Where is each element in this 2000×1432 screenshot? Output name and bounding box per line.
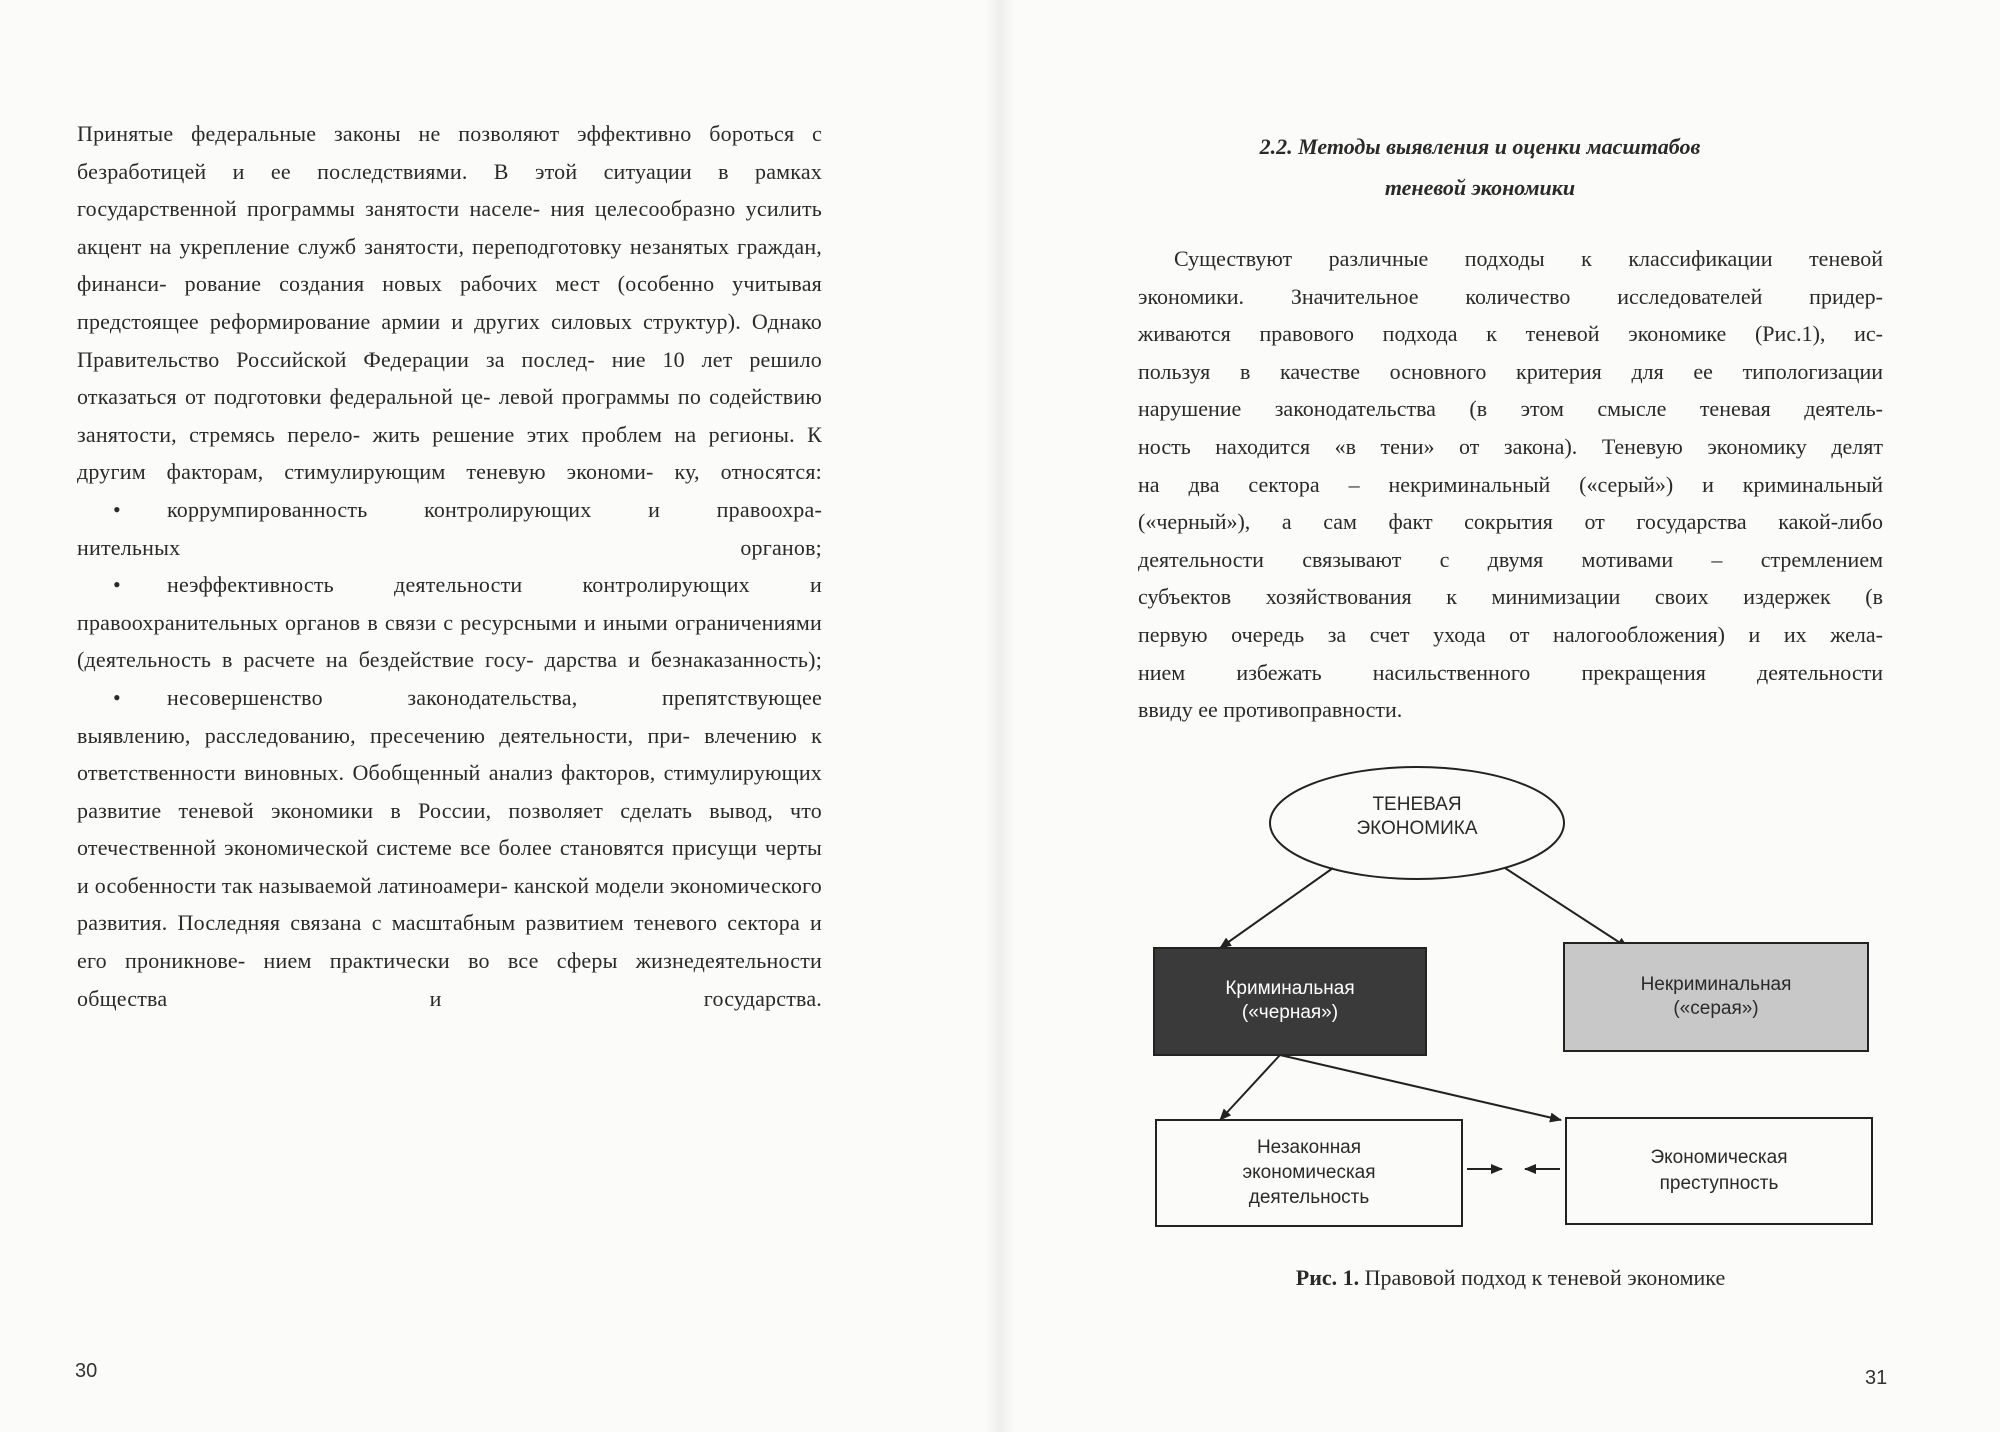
root-label-line: ЭКОНОМИКА [1356, 818, 1478, 839]
list-item [77, 566, 822, 604]
text-line: нарушение законодательства (в этом смысле теневая деятель- [1138, 396, 1883, 422]
text-line: предстоящее реформирование армии и других силовых [77, 308, 633, 334]
text-line: влечению к ответственности виновных. [77, 722, 822, 786]
economic-crime-label [1566, 1145, 1872, 1197]
noncriminal-label-line: Некриминальная [1640, 974, 1792, 995]
criminal-node-label [1154, 977, 1426, 1025]
text-line: несовершенство законодательства, препятствующее [167, 684, 822, 710]
text-line: канской модели экономического развития. Последняя связана [77, 872, 822, 936]
bullet: • [113, 684, 121, 710]
text-line: правоохранительных органов в связи с ресурсными и иными [77, 609, 668, 635]
text-line: ограничениями (деятельность в расчете на бездействие госу- [77, 609, 822, 673]
illegal-label-line: экономическая [1242, 1162, 1376, 1183]
text-line: нием практически во все сферы жизнедеятельности общества [77, 948, 823, 1011]
text-line: левой программы по содействию занятости, стремясь перело- [77, 384, 823, 447]
text-line: («черный»), а сам факт сокрытия от государства какой-либо [1138, 509, 1883, 535]
text-line: пользуя в качестве основного критерия для ее типологизации [1138, 358, 1883, 384]
text-line: присущи черты и особенности так называемой латиноамери- [77, 835, 822, 898]
caption-number: Рис. 1. [1295, 1265, 1360, 1290]
legal-approach-diagram [1140, 765, 1880, 1275]
text-line: нием избежать насильственного прекращения деятельности [1138, 659, 1883, 685]
text-line: на два сектора – некриминальный («серый») и криминальный [1138, 471, 1883, 497]
bullet: • [113, 496, 121, 522]
text-line: с масштабным развитием теневого сектора и его проникнове- [77, 910, 823, 974]
heading-line: 2.2. Методы выявления и оценки масштабов [1259, 134, 1701, 159]
text-line: деятельности связывают с двумя мотивами – стремлением [1138, 546, 1883, 572]
text-line: первую очередь за счет ухода от налогообложения) и их жела- [1138, 621, 1883, 647]
text-line: выявлению, расследованию, пресечению деятельности, при- [77, 722, 691, 748]
right-page-text [1138, 240, 1883, 729]
caption-text: Правовой подход к теневой экономике [1359, 1265, 1726, 1290]
text-line: бороться с безработицей и ее последствиями. В этой ситуации [77, 121, 823, 184]
text-line: теневой экономики в России, позволяет сделать вывод, что [178, 797, 823, 823]
crime-label-line: преступность [1659, 1173, 1779, 1194]
arrow-to-criminal [1220, 868, 1333, 948]
text-line: Обобщенный анализ факторов, стимулирующих развитие [77, 760, 822, 823]
list-item [77, 679, 822, 717]
book-gutter [985, 0, 1015, 1432]
text-line: ку, относятся: [674, 459, 822, 485]
text-line: коррумпированность контролирующих и правоохра- [167, 496, 822, 522]
list-item [77, 491, 822, 529]
text-line: экономики. Значительное количество исследователей придер- [1138, 283, 1883, 309]
heading-line: теневой экономики [1384, 175, 1576, 200]
text-line: ния целесообразно усилить акцент на укрепление служб [77, 196, 822, 259]
noncriminal-label-line: («серая») [1673, 998, 1759, 1019]
text-line: занятости, переподготовку незанятых граждан, финанси- [77, 233, 822, 297]
criminal-label-line: («черная») [1241, 1002, 1339, 1023]
arrow-to-noncriminal [1505, 868, 1628, 948]
illegal-activity-label [1156, 1135, 1462, 1210]
left-page-text [77, 115, 822, 1017]
text-line: структур). [643, 308, 741, 334]
text-line: ввиду ее противоправности. [1138, 697, 1403, 723]
text-line: отечественной экономической системе все более становятся [77, 835, 665, 861]
text-line: Однако Правительство Российской Федерации за послед- [77, 308, 823, 372]
text-line: К другим факторам, стимулирующим теневую экономи- [77, 421, 822, 485]
text-line: рование создания новых рабочих мест (особенно учитывая [184, 271, 822, 297]
illegal-label-line: Незаконная [1256, 1137, 1362, 1158]
text-line: в рамках государственной программы занятости населе- [77, 158, 822, 222]
bullet: • [113, 572, 121, 598]
text-line: Принятые федеральные законы не позволяют эффективно [77, 121, 692, 146]
root-label-line: ТЕНЕВАЯ [1372, 794, 1462, 815]
text-line: ние 10 лет решило отказаться от подготовки федеральной це- [77, 346, 823, 410]
text-line: нительных органов; [77, 534, 822, 560]
text-line: и государства. [429, 985, 823, 1011]
text-line: живаются правового подхода к теневой экономике (Рис.1), ис- [1138, 321, 1883, 347]
crime-label-line: Экономическая [1650, 1147, 1788, 1168]
arrow-to-crime [1280, 1055, 1561, 1120]
text-line: дарства и безнаказанность); [544, 647, 823, 673]
illegal-label-line: деятельность [1248, 1187, 1370, 1208]
text-line: субъектов хозяйствования к минимизации своих издержек (в [1138, 584, 1883, 610]
noncriminal-node-label [1564, 973, 1868, 1021]
text-line: ность находится «в тени» от закона). Теневую экономику делят [1138, 433, 1883, 459]
figure-caption [1138, 1265, 1883, 1291]
text-line: жить решение этих проблем на регионы. [372, 421, 795, 447]
criminal-label-line: Криминальная [1225, 978, 1355, 999]
arrow-to-illegal [1220, 1055, 1280, 1120]
section-heading [1100, 126, 1860, 208]
text-line: Существуют различные подходы к классификации теневой [1174, 246, 1883, 271]
page-number-right: 31 [1865, 1367, 1888, 1389]
text-line: неэффективность деятельности контролирующих и [167, 572, 822, 598]
root-node-label [1270, 793, 1564, 841]
page-number-left: 30 [75, 1360, 98, 1382]
